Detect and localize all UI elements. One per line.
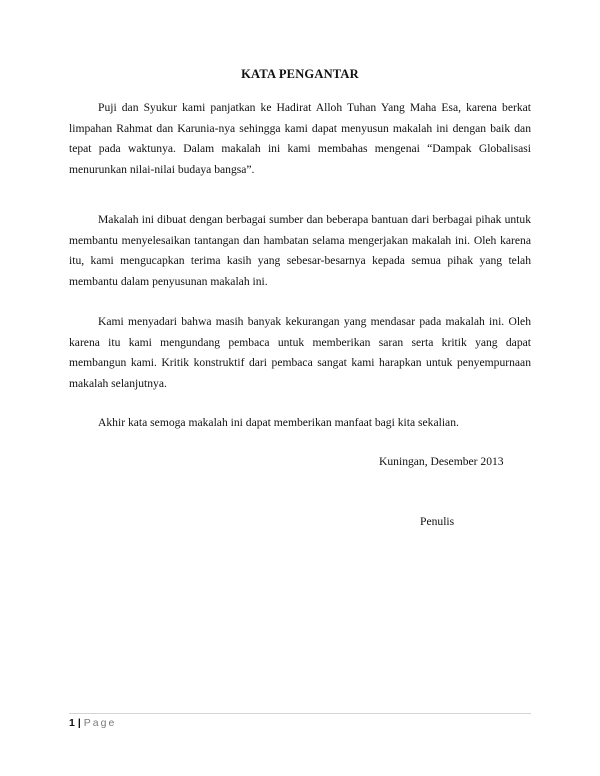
paragraph-3: Kami menyadari bahwa masih banyak kekurangan yang mendasar pada makalah ini. Oleh karena itu kami mengundang pembaca untuk memberikan saran serta kritik yang dapat membangun kami. Kritik konstruktif dari pembaca sangat kami harapkan untuk penyempurnaan makalah selanjutnya. <box>69 315 531 390</box>
page-label: Page <box>83 717 117 729</box>
footer-separator: | <box>77 717 81 729</box>
document-title: KATA PENGANTAR <box>241 67 359 81</box>
footer-divider <box>69 713 531 714</box>
paragraph-2: Makalah ini dibuat dengan berbagai sumber dan beberapa bantuan dari berbagai pihak untuk membantu menyelesaikan tantangan dan hambatan selama mengerjakan makalah ini. Oleh karena itu, kami mengucapkan terima kasih yang sebesar-besarnya kepada semua pihak yang telah membantu dalam penyusunan makalah ini. <box>69 213 531 288</box>
place-date: Kuningan, Desember 2013 <box>379 455 504 468</box>
paragraph-1: Puji dan Syukur kami panjatkan ke Hadirat Alloh Tuhan Yang Maha Esa, karena berkat limpahan Rahmat dan Karunia-nya sehingga kami dapat menyusun makalah ini dengan baik dan tepat pada waktunya. Dalam makalah ini kami membahas mengenai “Dampak Globalisasi menurunkan nilai-nilai budaya bangsa”. <box>69 101 531 176</box>
author-signature: Penulis <box>420 515 455 528</box>
page-number: 1 <box>69 717 75 729</box>
paragraph-4: Akhir kata semoga makalah ini dapat memberikan manfaat bagi kita sekalian. <box>98 416 459 429</box>
page-footer <box>69 717 116 729</box>
